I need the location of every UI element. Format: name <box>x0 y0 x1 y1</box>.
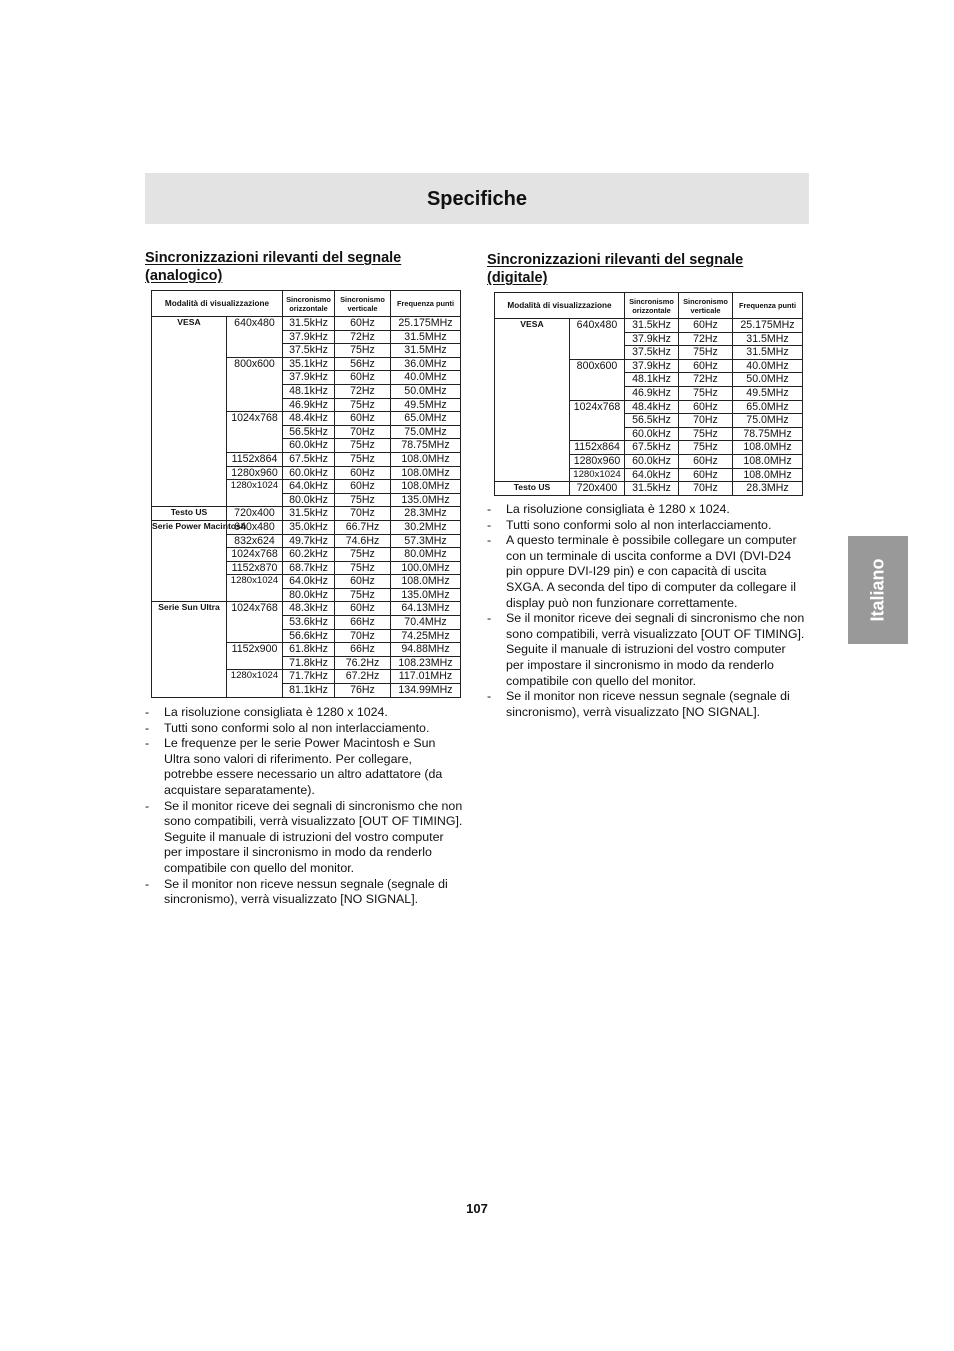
vsync-cell: 72Hz <box>335 384 391 398</box>
dotclock-cell: 80.0MHz <box>391 548 461 562</box>
header-display-mode: Modalità di visualizzazione <box>495 293 625 319</box>
vsync-cell: 60Hz <box>335 480 391 494</box>
note-text: Se il monitor riceve dei segnali di sincronismo che non sono compatibili, verrà visualizzato [OUT OF TIMING]. Seguite il manuale di istruzioni del vostro computer per impostare il sincronismo in modo da renderlo compatibile con quello del monitor. <box>164 798 463 875</box>
dotclock-cell: 50.0MHz <box>733 373 803 387</box>
hsync-cell: 31.5kHz <box>283 507 335 521</box>
resolution-cell: 800x600 <box>227 357 283 411</box>
dotclock-cell: 75.0MHz <box>733 414 803 428</box>
vsync-cell: 74.6Hz <box>335 534 391 548</box>
resolution-cell: 640x480 <box>570 319 625 360</box>
note-item <box>487 533 805 611</box>
note-text: Se il monitor non riceve nessun segnale (segnale di sincronismo), verrà visualizzato [NO SIGNAL]. <box>164 876 448 907</box>
resolution-cell: 640x480 <box>227 520 283 534</box>
note-text: Se il monitor non riceve nessun segnale (segnale di sincronismo), verrà visualizzato [NO SIGNAL]. <box>506 689 790 719</box>
vsync-cell: 66.7Hz <box>335 520 391 534</box>
vsync-cell: 75Hz <box>335 548 391 562</box>
note-item <box>145 705 463 721</box>
hsync-cell: 67.5kHz <box>283 452 335 466</box>
bullet-dash: - <box>145 720 150 735</box>
vsync-cell: 60Hz <box>335 466 391 480</box>
note-text: Se il monitor riceve dei segnali di sincronismo che non sono compatibili, verrà visualizzato [OUT OF TIMING]. Seguite il manuale di istruzioni del vostro computer per impostare il sincronismo in modo da renderlo compatibile con quello del monitor. <box>506 611 805 688</box>
hsync-cell: 64.0kHz <box>625 468 679 482</box>
vsync-cell: 70Hz <box>335 629 391 643</box>
dotclock-cell: 108.0MHz <box>391 480 461 494</box>
dotclock-cell: 78.75MHz <box>733 427 803 441</box>
header-horizontal-sync: Sincronismo orizzontale <box>625 293 679 319</box>
hsync-cell: 37.9kHz <box>625 359 679 373</box>
resolution-cell: 800x600 <box>570 359 625 400</box>
analog-timing-table <box>151 290 461 698</box>
hsync-cell: 56.5kHz <box>625 414 679 428</box>
digital-heading-line2: (digitale) <box>487 270 548 286</box>
resolution-cell: 1280x1024 <box>227 480 283 507</box>
dotclock-cell: 134.99MHz <box>391 684 461 698</box>
dotclock-cell: 28.3MHz <box>391 507 461 521</box>
resolution-cell: 1280x960 <box>227 466 283 480</box>
bullet-dash: - <box>145 798 150 813</box>
note-item <box>145 799 463 877</box>
vsync-cell: 75Hz <box>679 386 733 400</box>
dotclock-cell: 28.3MHz <box>733 482 803 496</box>
note-text: Tutti sono conformi solo al non interlacciamento. <box>506 517 772 532</box>
vsync-cell: 60Hz <box>679 359 733 373</box>
vsync-cell: 76Hz <box>335 684 391 698</box>
hsync-cell: 49.7kHz <box>283 534 335 548</box>
dotclock-cell: 108.0MHz <box>391 452 461 466</box>
dotclock-cell: 49.5MHz <box>733 386 803 400</box>
hsync-cell: 67.5kHz <box>625 441 679 455</box>
bullet-dash: - <box>145 736 150 751</box>
analog-notes <box>145 705 463 908</box>
hsync-cell: 31.5kHz <box>625 482 679 496</box>
group-label: Testo US <box>495 482 570 496</box>
dotclock-cell: 31.5MHz <box>391 330 461 344</box>
resolution-cell: 832x624 <box>227 534 283 548</box>
vsync-cell: 70Hz <box>335 425 391 439</box>
page-title: Specifiche <box>426 188 528 210</box>
hsync-cell: 35.1kHz <box>283 357 335 371</box>
header-vertical-sync: Sincronismo verticale <box>679 293 733 319</box>
page-number: 107 <box>466 1201 488 1216</box>
note-text: La risoluzione consigliata è 1280 x 1024. <box>164 705 388 719</box>
hsync-cell: 64.0kHz <box>283 480 335 494</box>
vsync-cell: 60Hz <box>335 575 391 589</box>
note-item <box>487 518 805 534</box>
vsync-cell: 66Hz <box>335 616 391 630</box>
table-row <box>152 602 461 616</box>
dotclock-cell: 40.0MHz <box>391 371 461 385</box>
dotclock-cell: 108.0MHz <box>733 468 803 482</box>
hsync-cell: 71.7kHz <box>283 670 335 684</box>
hsync-cell: 60.0kHz <box>625 427 679 441</box>
hsync-cell: 64.0kHz <box>283 575 335 589</box>
hsync-cell: 80.0kHz <box>283 493 335 507</box>
hsync-cell: 31.5kHz <box>283 317 335 331</box>
vsync-cell: 56Hz <box>335 357 391 371</box>
vsync-cell: 75Hz <box>335 588 391 602</box>
resolution-cell: 1024x768 <box>227 412 283 453</box>
dotclock-cell: 108.0MHz <box>733 454 803 468</box>
note-text: La risoluzione consigliata è 1280 x 1024. <box>506 502 730 516</box>
note-text: Le frequenze per le serie Power Macintosh e Sun Ultra sono valori di riferimento. Per collegare, potrebbe essere necessario un altro adattatore (da acquistare separatamente). <box>164 736 443 797</box>
vsync-cell: 66Hz <box>335 643 391 657</box>
vsync-cell: 75Hz <box>335 493 391 507</box>
vsync-cell: 70Hz <box>335 507 391 521</box>
hsync-cell: 61.8kHz <box>283 643 335 657</box>
note-text: A questo terminale è possibile collegare un computer con un terminale di uscita conforme a DVI (DVI-D24 pin oppure DVI-I29 pin) e con capacità di uscita SXGA. A seconda del tipo di computer da collegare il display può non funzionare correttamente. <box>506 533 797 610</box>
note-item <box>487 611 805 689</box>
header-dot-clock: Frequenza punti <box>391 291 461 317</box>
hsync-cell: 48.3kHz <box>283 602 335 616</box>
resolution-cell: 1280x960 <box>570 454 625 468</box>
table-row <box>495 482 803 496</box>
dotclock-cell: 135.0MHz <box>391 588 461 602</box>
resolution-cell: 1280x1024 <box>227 575 283 602</box>
resolution-cell: 1280x1024 <box>227 670 283 697</box>
vsync-cell: 75Hz <box>335 561 391 575</box>
hsync-cell: 71.8kHz <box>283 656 335 670</box>
hsync-cell: 60.0kHz <box>283 466 335 480</box>
vsync-cell: 75Hz <box>335 439 391 453</box>
dotclock-cell: 108.0MHz <box>733 441 803 455</box>
hsync-cell: 81.1kHz <box>283 684 335 698</box>
group-label: Testo US <box>152 507 227 521</box>
vsync-cell: 75Hz <box>335 398 391 412</box>
hsync-cell: 31.5kHz <box>625 319 679 333</box>
language-tab <box>848 536 908 644</box>
bullet-dash: - <box>487 611 492 626</box>
bullet-dash: - <box>487 502 492 516</box>
resolution-cell: 1152x864 <box>227 452 283 466</box>
dotclock-cell: 108.23MHz <box>391 656 461 670</box>
group-label: Serie Sun Ultra <box>152 602 227 697</box>
hsync-cell: 37.5kHz <box>625 346 679 360</box>
vsync-cell: 72Hz <box>679 373 733 387</box>
header-display-mode: Modalità di visualizzazione <box>152 291 283 317</box>
table-row <box>495 319 803 333</box>
resolution-cell: 720x400 <box>570 482 625 496</box>
vsync-cell: 60Hz <box>679 319 733 333</box>
hsync-cell: 53.6kHz <box>283 616 335 630</box>
analog-heading-line1: Sincronizzazioni rilevanti del segnale <box>145 250 402 266</box>
hsync-cell: 48.4kHz <box>625 400 679 414</box>
language-tab-label: Italiano <box>867 558 888 622</box>
note-item <box>487 502 805 518</box>
resolution-cell: 1152x864 <box>570 441 625 455</box>
table-row <box>152 520 461 534</box>
digital-heading-line1: Sincronizzazioni rilevanti del segnale <box>487 252 744 268</box>
dotclock-cell: 40.0MHz <box>733 359 803 373</box>
dotclock-cell: 31.5MHz <box>733 346 803 360</box>
resolution-cell: 720x400 <box>227 507 283 521</box>
vsync-cell: 75Hz <box>679 346 733 360</box>
bullet-dash: - <box>487 517 492 532</box>
dotclock-cell: 108.0MHz <box>391 466 461 480</box>
hsync-cell: 48.1kHz <box>625 373 679 387</box>
vsync-cell: 60Hz <box>679 454 733 468</box>
vsync-cell: 70Hz <box>679 414 733 428</box>
vsync-cell: 75Hz <box>335 344 391 358</box>
vsync-cell: 60Hz <box>679 468 733 482</box>
hsync-cell: 46.9kHz <box>283 398 335 412</box>
note-text: Tutti sono conformi solo al non interlacciamento. <box>164 720 430 735</box>
resolution-cell: 1024x768 <box>227 548 283 562</box>
vsync-cell: 60Hz <box>335 317 391 331</box>
hsync-cell: 46.9kHz <box>625 386 679 400</box>
vsync-cell: 72Hz <box>679 332 733 346</box>
note-item <box>145 721 463 737</box>
dotclock-cell: 50.0MHz <box>391 384 461 398</box>
dotclock-cell: 135.0MHz <box>391 493 461 507</box>
digital-heading <box>487 251 743 287</box>
table-header-row <box>152 291 461 317</box>
resolution-cell: 1024x768 <box>227 602 283 643</box>
group-label: VESA <box>495 319 570 482</box>
analog-heading <box>145 249 401 285</box>
dotclock-cell: 75.0MHz <box>391 425 461 439</box>
note-item <box>487 689 805 720</box>
dotclock-cell: 31.5MHz <box>733 332 803 346</box>
vsync-cell: 75Hz <box>679 427 733 441</box>
resolution-cell: 1280x1024 <box>570 468 625 482</box>
dotclock-cell: 94.88MHz <box>391 643 461 657</box>
vsync-cell: 75Hz <box>335 452 391 466</box>
resolution-cell: 1152x870 <box>227 561 283 575</box>
vsync-cell: 60Hz <box>335 412 391 426</box>
hsync-cell: 60.0kHz <box>283 439 335 453</box>
dotclock-cell: 64.13MHz <box>391 602 461 616</box>
hsync-cell: 56.5kHz <box>283 425 335 439</box>
table-row <box>152 507 461 521</box>
dotclock-cell: 117.01MHz <box>391 670 461 684</box>
hsync-cell: 60.0kHz <box>625 454 679 468</box>
dotclock-cell: 65.0MHz <box>391 412 461 426</box>
bullet-dash: - <box>487 689 492 704</box>
bullet-dash: - <box>487 533 492 548</box>
vsync-cell: 67.2Hz <box>335 670 391 684</box>
hsync-cell: 68.7kHz <box>283 561 335 575</box>
dotclock-cell: 78.75MHz <box>391 439 461 453</box>
header-dot-clock: Frequenza punti <box>733 293 803 319</box>
dotclock-cell: 65.0MHz <box>733 400 803 414</box>
digital-timing-table <box>494 292 803 496</box>
hsync-cell: 37.9kHz <box>625 332 679 346</box>
dotclock-cell: 31.5MHz <box>391 344 461 358</box>
analog-heading-line2: (analogico) <box>145 268 223 284</box>
resolution-cell: 640x480 <box>227 317 283 358</box>
group-label: VESA <box>152 317 227 507</box>
vsync-cell: 60Hz <box>335 371 391 385</box>
resolution-cell: 1152x900 <box>227 643 283 670</box>
hsync-cell: 35.0kHz <box>283 520 335 534</box>
resolution-cell: 1024x768 <box>570 400 625 441</box>
dotclock-cell: 57.3MHz <box>391 534 461 548</box>
hsync-cell: 60.2kHz <box>283 548 335 562</box>
bullet-dash: - <box>145 876 150 891</box>
dotclock-cell: 25.175MHz <box>391 317 461 331</box>
vsync-cell: 70Hz <box>679 482 733 496</box>
hsync-cell: 37.5kHz <box>283 344 335 358</box>
hsync-cell: 48.4kHz <box>283 412 335 426</box>
dotclock-cell: 108.0MHz <box>391 575 461 589</box>
hsync-cell: 48.1kHz <box>283 384 335 398</box>
header-horizontal-sync: Sincronismo orizzontale <box>283 291 335 317</box>
hsync-cell: 37.9kHz <box>283 371 335 385</box>
group-label: Serie Power Macintosh <box>152 520 227 602</box>
header-vertical-sync: Sincronismo verticale <box>335 291 391 317</box>
dotclock-cell: 70.4MHz <box>391 616 461 630</box>
dotclock-cell: 100.0MHz <box>391 561 461 575</box>
hsync-cell: 37.9kHz <box>283 330 335 344</box>
digital-notes <box>487 502 805 720</box>
vsync-cell: 60Hz <box>679 400 733 414</box>
header-band <box>145 173 809 224</box>
bullet-dash: - <box>145 705 150 719</box>
dotclock-cell: 25.175MHz <box>733 319 803 333</box>
table-row <box>152 317 461 331</box>
table-header-row <box>495 293 803 319</box>
hsync-cell: 56.6kHz <box>283 629 335 643</box>
dotclock-cell: 49.5MHz <box>391 398 461 412</box>
dotclock-cell: 30.2MHz <box>391 520 461 534</box>
dotclock-cell: 74.25MHz <box>391 629 461 643</box>
note-item <box>145 877 463 908</box>
vsync-cell: 75Hz <box>679 441 733 455</box>
hsync-cell: 80.0kHz <box>283 588 335 602</box>
vsync-cell: 72Hz <box>335 330 391 344</box>
vsync-cell: 60Hz <box>335 602 391 616</box>
note-item <box>145 736 463 798</box>
vsync-cell: 76.2Hz <box>335 656 391 670</box>
dotclock-cell: 36.0MHz <box>391 357 461 371</box>
